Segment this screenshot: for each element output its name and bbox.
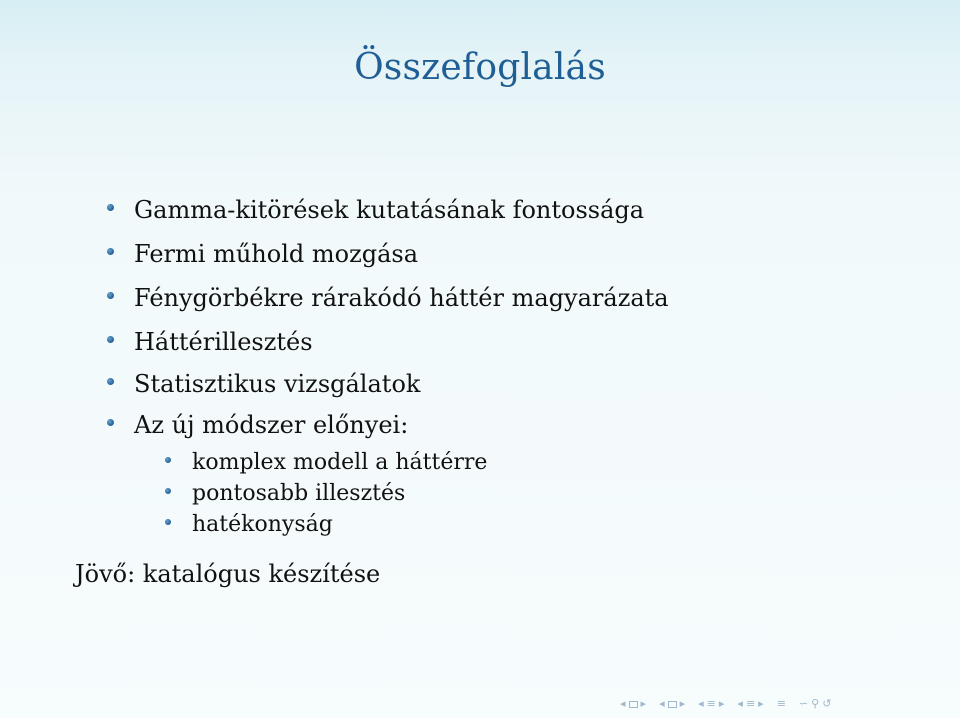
bullet-text: Fénygörbékre rárakódó háttér magyarázata [134,284,669,312]
frame-icon [668,701,677,708]
nav-document-group[interactable] [777,697,786,711]
nav-prev-icon[interactable]: ◂ [659,697,665,710]
nav-tools-group[interactable] [799,697,832,711]
sub-bullet-text: hatékonyság [192,512,333,537]
sub-bullet-icon [165,519,171,525]
bullet-icon [107,336,114,343]
nav-next-icon[interactable]: ▸ [679,697,686,710]
nav-section-group[interactable] [737,697,763,711]
slide-icon [629,701,638,708]
nav-slide-group[interactable] [620,697,646,711]
beamer-navigation-bar [620,694,839,714]
section-icon: ≡ [745,697,756,710]
sub-bullet-text: komplex modell a háttérre [192,450,488,475]
nav-next-icon[interactable]: ▸ [640,697,647,710]
bullet-text: Gamma-kitörések kutatásának fontossága [134,196,645,224]
bullet-item [134,370,420,398]
sub-bullet-icon [165,488,171,494]
bullet-text: Statisztikus vizsgálatok [134,370,421,398]
nav-subsection-group[interactable] [698,697,724,711]
bullet-item [134,240,418,268]
document-icon[interactable]: ≡ [776,697,786,710]
bullet-text: Fermi műhold mozgása [134,240,419,268]
bullet-icon [107,419,114,426]
find-icon[interactable]: ⚲ [811,697,820,710]
future-note: Jövő: katalógus készítése [75,560,381,588]
bullet-icon [107,204,114,211]
bullet-item [134,284,669,312]
bullet-icon [107,378,114,385]
bullet-icon [107,292,114,299]
sub-bullet-item [192,450,487,475]
nav-next-icon[interactable]: ▸ [718,697,725,710]
sub-bullet-text: pontosabb illesztés [192,481,406,506]
nav-prev-icon[interactable]: ◂ [698,697,704,710]
sub-bullet-icon [165,457,171,463]
bullet-item [134,328,313,356]
back-icon[interactable]: ↺ [822,697,832,710]
bullet-item [134,196,644,224]
sub-bullet-item [192,512,333,537]
bullet-text: Az új módszer előnyei: [134,411,409,439]
search-icon[interactable]: ∽ [798,697,809,710]
bullet-icon [107,248,114,255]
bullet-text: Háttérillesztés [134,328,313,356]
nav-frame-group[interactable] [659,697,685,711]
nav-next-icon[interactable]: ▸ [758,697,764,710]
sub-bullet-item [192,481,405,506]
nav-prev-icon[interactable]: ◂ [737,697,743,710]
subsection-icon: ≡ [706,697,716,710]
slide-title: Összefoglalás [354,47,606,88]
nav-prev-icon[interactable]: ◂ [620,697,626,710]
bullet-item [134,411,408,439]
